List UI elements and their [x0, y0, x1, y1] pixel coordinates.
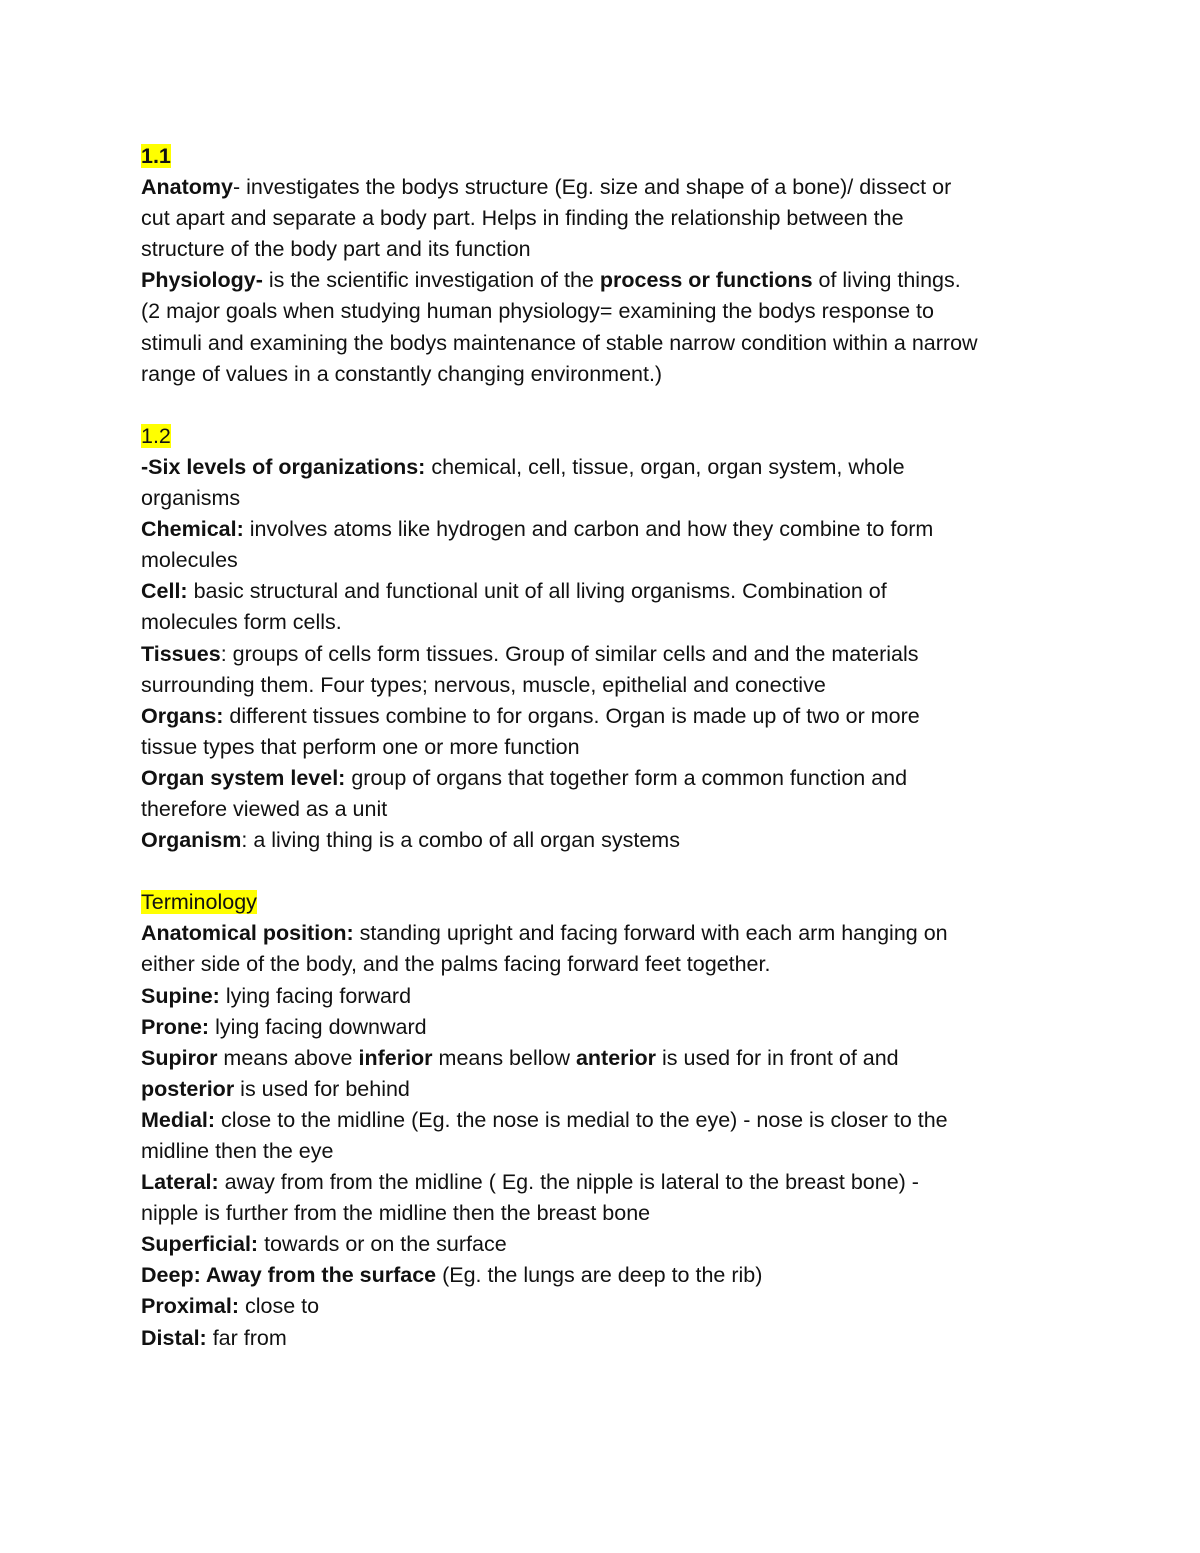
text-line [141, 172, 1076, 203]
text-line [141, 234, 1076, 265]
text-run: cut apart and separate a body part. Helps in finding the relationship between the [141, 206, 904, 231]
text-run: structure of the body part and its function [141, 237, 531, 262]
text-line [141, 576, 1076, 607]
text-line [141, 1198, 1076, 1229]
text-line [141, 732, 1076, 763]
term-label: Deep: Away from the surface [141, 1263, 437, 1288]
text-line [141, 639, 1076, 670]
text-line [141, 670, 1076, 701]
term-label: Organs: [141, 703, 224, 728]
term-label: posterior [141, 1076, 235, 1101]
text-run: : groups of cells form tissues. Group of similar cells and and the materials [220, 641, 919, 666]
text-run: standing upright and facing forward with each arm hanging on [353, 921, 948, 946]
text-line [141, 1043, 1076, 1074]
text-line [141, 1291, 1076, 1322]
term-label: Medial: [141, 1107, 216, 1132]
text-run: is used for behind [234, 1076, 410, 1101]
section-heading: Terminology [141, 890, 257, 915]
text-line [141, 1074, 1076, 1105]
text-line [141, 1167, 1076, 1198]
text-line [141, 794, 1076, 825]
term-label: Anatomy [141, 175, 233, 200]
term-label: Organ system level: [141, 765, 346, 790]
text-line [141, 359, 1076, 390]
text-run: means above [217, 1045, 359, 1070]
text-run: close to [238, 1294, 320, 1319]
text-run: - investigates the bodys structure (Eg. size and shape of a bone)/ dissect or [232, 175, 952, 200]
term-label: Proximal: [141, 1294, 239, 1319]
term-label: Chemical: [141, 517, 244, 542]
text-run: stimuli and examining the bodys maintenance of stable narrow condition within a narrow [141, 330, 978, 355]
text-line [141, 918, 1076, 949]
text-run: is the scientific investigation of the [262, 268, 600, 293]
text-run: (2 major goals when studying human physiology= examining the bodys response to [141, 299, 934, 324]
text-line [141, 825, 1076, 856]
text-line [141, 1105, 1076, 1136]
text-line [141, 981, 1076, 1012]
text-line [141, 265, 1076, 296]
text-run: involves atoms like hydrogen and carbon and how they combine to form [243, 517, 934, 542]
text-line [141, 1012, 1076, 1043]
text-run: nipple is further from the midline then the breast bone [141, 1201, 651, 1226]
text-run: chemical, cell, tissue, organ, organ system, whole [425, 454, 905, 479]
text-line [141, 701, 1076, 732]
text-run: towards or on the surface [258, 1232, 507, 1257]
text-line [141, 203, 1076, 234]
document-body [141, 141, 1076, 1354]
term-label: Supiror [141, 1045, 218, 1070]
term-label: process or functions [599, 268, 813, 293]
text-run: is used for in front of and [656, 1045, 899, 1070]
text-run: tissue types that perform one or more function [141, 734, 580, 759]
term-label: Cell: [141, 579, 188, 604]
text-run: midline then the eye [141, 1139, 334, 1163]
text-run: close to the midline (Eg. the nose is medial to the eye) - nose is closer to the [215, 1107, 948, 1132]
text-line [141, 1229, 1076, 1260]
text-line [141, 1260, 1076, 1291]
text-run: far from [206, 1325, 287, 1350]
term-label: Organism [141, 828, 242, 853]
text-line [141, 949, 1076, 980]
text-run: of living things. [812, 268, 961, 293]
text-line [141, 452, 1076, 483]
text-run: lying facing forward [219, 983, 412, 1008]
text-line [141, 328, 1076, 359]
text-line [141, 607, 1076, 638]
term-label: Physiology- [141, 268, 263, 293]
text-run: away from from the midline ( Eg. the nipple is lateral to the breast bone) - [218, 1170, 919, 1195]
text-line [141, 545, 1076, 576]
text-run: different tissues combine to for organs. Organ is made up of two or more [223, 703, 920, 728]
term-label: anterior [575, 1045, 657, 1070]
text-run: surrounding them. Four types; nervous, muscle, epithelial and conective [141, 672, 826, 697]
term-label: Anatomical position: [141, 921, 354, 946]
text-line [141, 514, 1076, 545]
section-heading: 1.1 [141, 144, 171, 168]
text-line [141, 887, 1076, 918]
text-line [141, 1323, 1076, 1354]
text-run: (Eg. the lungs are deep to the rib) [436, 1263, 763, 1288]
term-label: Supine: [141, 983, 220, 1008]
text-run: means bellow [432, 1045, 576, 1070]
section-heading: 1.2 [141, 423, 171, 448]
text-run: : a living thing is a combo of all organ systems [241, 828, 680, 853]
text-run: molecules form cells. [141, 610, 342, 635]
text-run: basic structural and functional unit of all living organisms. Combination of [187, 579, 887, 604]
term-label: Tissues [141, 641, 221, 666]
term-label: Lateral: [141, 1170, 219, 1195]
text-line [141, 296, 1076, 327]
term-label: -Six levels of organizations: [141, 454, 426, 479]
text-run: organisms [141, 486, 241, 511]
text-line [141, 763, 1076, 794]
text-line [141, 1136, 1076, 1167]
blank-line [141, 856, 1076, 887]
text-run: lying facing downward [209, 1014, 427, 1039]
term-label: inferior [358, 1045, 433, 1070]
text-line [141, 483, 1076, 514]
blank-line [141, 390, 1076, 421]
term-label: Prone: [141, 1014, 210, 1039]
term-label: Distal: [141, 1325, 207, 1350]
text-run: molecules [141, 548, 238, 573]
term-label: Superficial: [141, 1232, 259, 1257]
text-run: therefore viewed as a unit [141, 796, 388, 821]
text-run: either side of the body, and the palms facing forward feet together. [141, 952, 771, 977]
text-run: range of values in a constantly changing environment.) [141, 361, 663, 386]
text-run: group of organs that together form a common function and [345, 765, 908, 790]
text-line [141, 421, 1076, 452]
text-line [141, 141, 1076, 172]
